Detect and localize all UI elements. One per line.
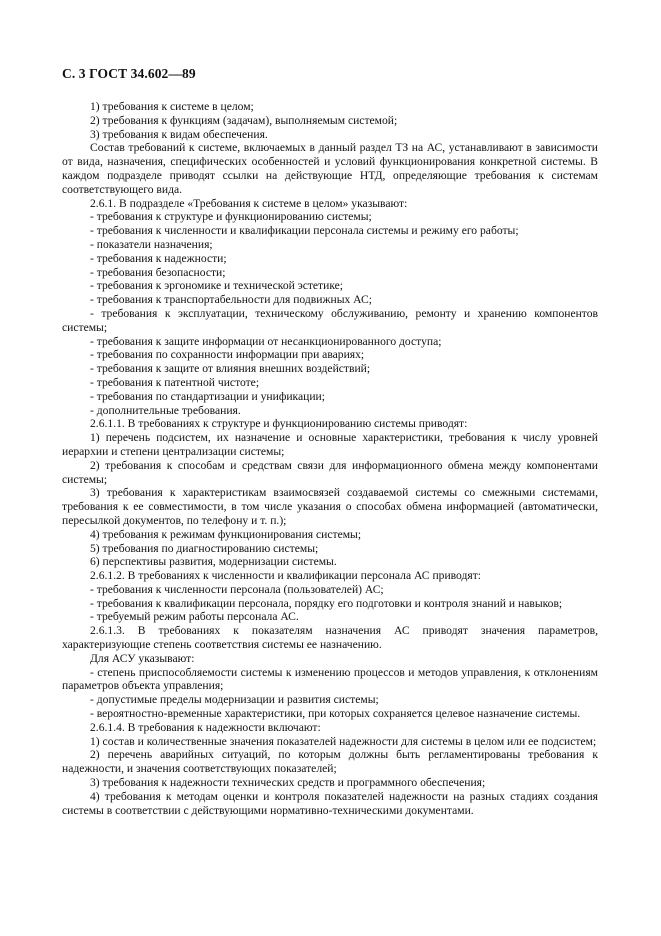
paragraph: - требования безопасности;	[90, 265, 226, 279]
paragraph: 2) перечень аварийных ситуаций, по которым должны быть регламентированы требования к надежности, и значения соответствующих показателей;	[62, 748, 598, 776]
paragraph: 2.6.1.4. В требования к надежности включают:	[90, 720, 321, 734]
paragraph: - показатели назначения;	[90, 237, 213, 251]
paragraph: 3) требования к видам обеспечения.	[90, 127, 268, 141]
paragraph: - требования к транспортабельности для подвижных АС;	[90, 293, 372, 307]
paragraph: Для АСУ указывают:	[90, 651, 195, 665]
paragraph: 3) требования к надежности технических средств и программного обеспечения;	[90, 776, 486, 790]
paragraph: - требования к численности и квалификации персонала системы и режиму его работы;	[90, 224, 519, 238]
paragraph: - требования к квалификации персонала, порядку его подготовки и контроля знаний и навыков;	[90, 596, 563, 610]
paragraph: Состав требований к системе, включаемых в данный раздел ТЗ на АС, устанавливают в зависимости от вида, назначения, специфических особенностей и условий функционирования конкретной системы. В каждом подразделе приводят ссылки на действующие НТД, определяющие требования к системам соответствующего вида.	[62, 141, 598, 196]
paragraph: - требуемый режим работы персонала АС.	[90, 610, 299, 624]
page-header: С. 3 ГОСТ 34.602—89	[62, 66, 196, 81]
paragraph: - требования к эргономике и технической эстетике;	[90, 279, 344, 293]
paragraph: 1) перечень подсистем, их назначение и основные характеристики, требования к числу уровней иерархии и степени централизации системы;	[62, 431, 598, 458]
paragraph: - требования по стандартизации и унификации;	[90, 389, 325, 403]
paragraph: 6) перспективы развития, модернизации системы.	[90, 555, 337, 569]
paragraph: - требования к надежности;	[90, 251, 227, 265]
paragraph: - требования к патентной чистоте;	[90, 375, 260, 389]
document-body	[62, 100, 598, 817]
paragraph: - допустимые пределы модернизации и развития системы;	[90, 693, 379, 707]
paragraph: 1) состав и количественные значения показателей надежности для системы в целом или ее подсистем;	[90, 734, 597, 748]
paragraph: - вероятностно-временные характеристики, при которых сохраняется целевое назначение системы.	[90, 707, 581, 721]
paragraph: - требования к защите от влияния внешних воздействий;	[90, 362, 371, 376]
paragraph: - требования по сохранности информации при авариях;	[90, 348, 365, 362]
paragraph: 1) требования к системе в целом;	[90, 100, 254, 113]
paragraph: 2) требования к функциям (задачам), выполняемым системой;	[90, 113, 398, 127]
paragraph: 2) требования к способам и средствам связи для информационного обмена между компонентами системы;	[62, 458, 598, 486]
paragraph: 2.6.1.3. В требованиях к показателям назначения АС приводят значения параметров, характеризующие степень соответствия системы ее назначению.	[62, 624, 598, 652]
paragraph: - степень приспособляемости системы к изменению процессов и методов управления, к отклонениям параметров объекта управления;	[62, 665, 598, 693]
paragraph: 5) требования по диагностированию системы;	[90, 541, 319, 555]
paragraph: - требования к численности персонала (пользователей) АС;	[90, 582, 384, 596]
paragraph: 2.6.1. В подразделе «Требования к системе в целом» указывают:	[90, 196, 408, 210]
paragraph: 4) требования к методам оценки и контроля показателей надежности на разных стадиях создания системы в соответствии с действующими нормативно-техническими документами.	[62, 789, 598, 817]
paragraph: 3) требования к характеристикам взаимосвязей создаваемой системы со смежными системами, требования к ее совместимости, в том числе указания о способах обмена информацией (автоматически, пересылкой документов, по телефону и т. п.);	[62, 486, 598, 527]
paragraph: 2.6.1.2. В требованиях к численности и квалификации персонала АС приводят:	[90, 569, 482, 583]
paragraph: 4) требования к режимам функционирования системы;	[90, 527, 362, 541]
paragraph: - дополнительные требования.	[90, 403, 241, 417]
paragraph: - требования к защите информации от несанкционированного доступа;	[90, 334, 442, 348]
paragraph: - требования к структуре и функционированию системы;	[90, 210, 372, 224]
paragraph: - требования к эксплуатации, техническому обслуживанию, ремонту и хранению компонентов системы;	[62, 306, 598, 334]
paragraph: 2.6.1.1. В требованиях к структуре и функционированию системы приводят:	[90, 417, 468, 431]
